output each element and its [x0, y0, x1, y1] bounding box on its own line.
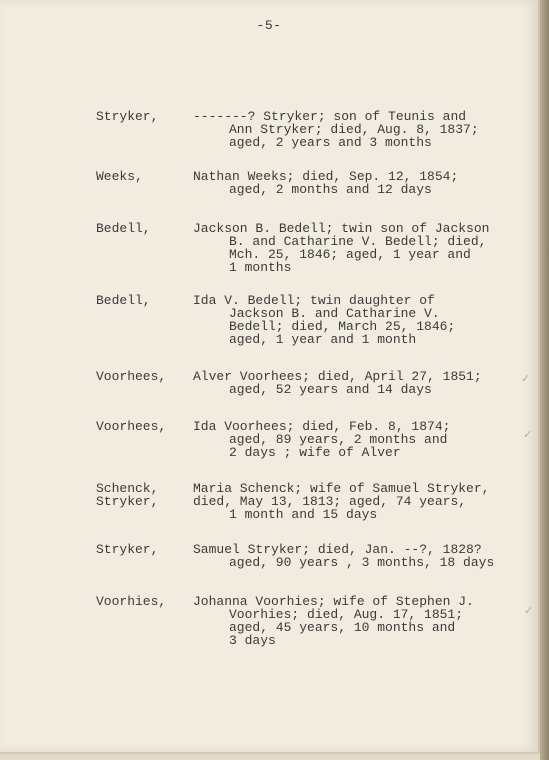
entry-record	[193, 370, 493, 396]
record-line: aged, 89 years, 2 months and	[229, 432, 448, 447]
record-line: aged, 1 year and 1 month	[229, 332, 417, 347]
entry-surname: Stryker,	[96, 542, 159, 557]
pencil-tick-mark: ✓	[524, 604, 534, 617]
entry-record	[193, 222, 493, 274]
record-line: Voorhies; died, Aug. 17, 1851;	[229, 607, 464, 622]
record-line: Ida V. Bedell; twin daughter of	[193, 293, 435, 308]
record-line: Bedell; died, March 25, 1846;	[229, 319, 456, 334]
record-line: 3 days	[229, 633, 276, 648]
entry-record	[193, 482, 493, 521]
record-line: Jackson B. Bedell; twin son of Jackson	[193, 221, 490, 236]
record-line: 1 month and 15 days	[229, 507, 378, 522]
entry-surname: Bedell,	[96, 221, 151, 236]
record-line: -------? Stryker; son of Teunis and	[193, 109, 467, 124]
record-line: Alver Voorhees; died, April 27, 1851;	[193, 369, 482, 384]
binding-edge	[540, 0, 549, 760]
record-line: 1 months	[229, 260, 292, 275]
entry-surname: Stryker,	[96, 109, 159, 124]
record-line: aged, 90 years , 3 months, 18 days	[229, 555, 495, 570]
entry-record	[193, 420, 493, 459]
entry-surname: Voorhees,	[96, 369, 167, 384]
record-line: Ida Voorhees; died, Feb. 8, 1874;	[193, 419, 451, 434]
record-line: aged, 2 months and 12 days	[229, 182, 432, 197]
record-line: aged, 45 years, 10 months and	[229, 620, 456, 635]
record-line: Jackson B. and Catharine V.	[229, 306, 440, 321]
record-line: Nathan Weeks; died, Sep. 12, 1854;	[193, 169, 459, 184]
page-number: -5-	[256, 18, 282, 33]
record-line: 2 days ; wife of Alver	[229, 445, 401, 460]
record-line: aged, 2 years and 3 months	[229, 135, 432, 150]
record-line: aged, 52 years and 14 days	[229, 382, 432, 397]
pencil-tick-mark: ✓	[521, 372, 531, 385]
record-line: Maria Schenck; wife of Samuel Stryker,	[193, 481, 490, 496]
entry-record	[193, 543, 493, 569]
record-line: died, May 13, 1813; aged, 74 years,	[193, 494, 467, 509]
record-line: B. and Catharine V. Bedell; died,	[229, 234, 487, 249]
entry-record	[193, 170, 493, 196]
record-line: Mch. 25, 1846; aged, 1 year and	[229, 247, 471, 262]
entry-surname: Schenck, Stryker,	[96, 481, 159, 509]
record-line: Ann Stryker; died, Aug. 8, 1837;	[229, 122, 479, 137]
record-line: Samuel Stryker; died, Jan. --?, 1828?	[193, 542, 482, 557]
entry-surname: Voorhees,	[96, 419, 167, 434]
entry-record	[193, 110, 493, 149]
entry-record	[193, 595, 493, 647]
entry-surname: Bedell,	[96, 293, 151, 308]
record-line: Johanna Voorhies; wife of Stephen J.	[193, 594, 474, 609]
entry-surname: Voorhies,	[96, 594, 167, 609]
entry-record	[193, 294, 493, 346]
entry-surname: Weeks,	[96, 169, 143, 184]
pencil-tick-mark: ✓	[523, 428, 533, 441]
